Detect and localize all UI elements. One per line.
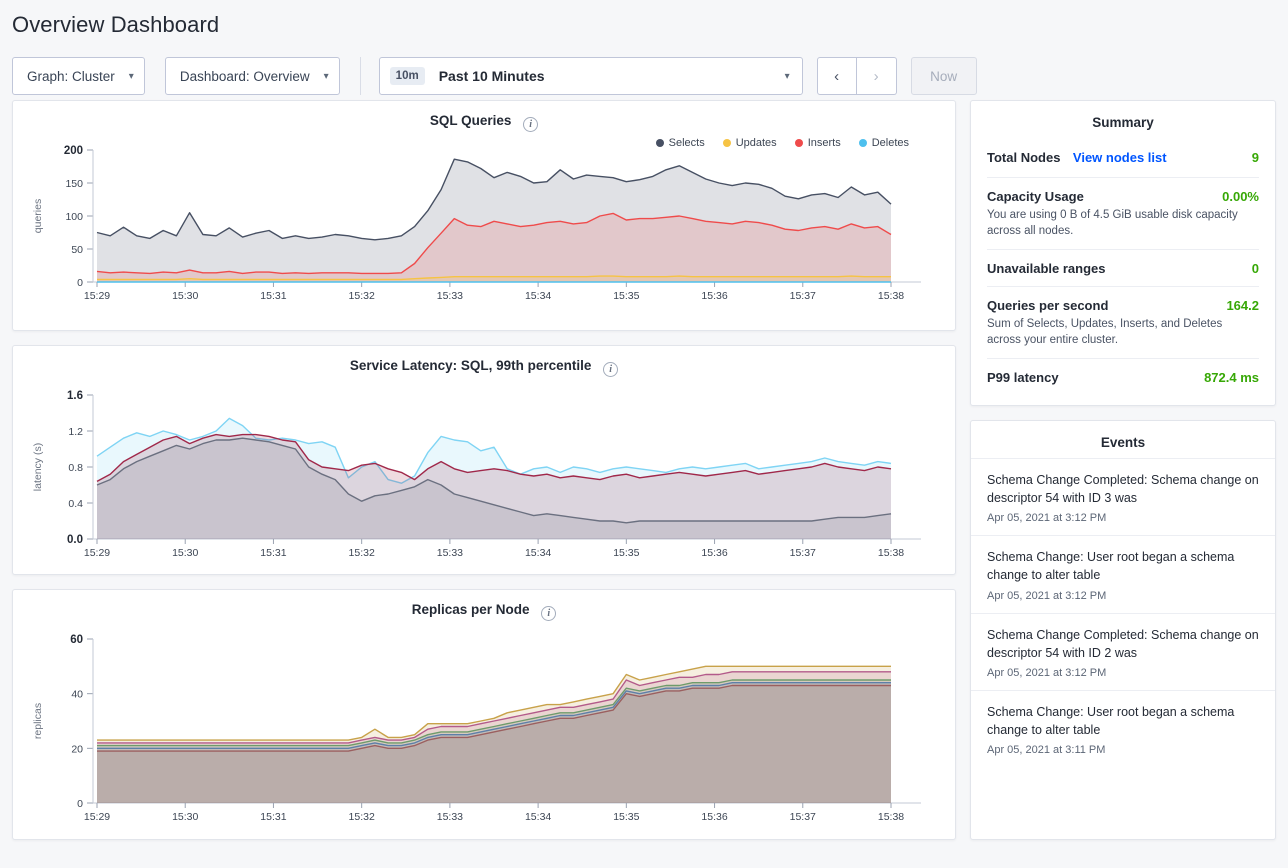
summary-label: Unavailable ranges	[987, 261, 1106, 277]
chart-title	[13, 101, 955, 132]
charts-column	[12, 100, 956, 840]
svg-text:15:36: 15:36	[701, 290, 728, 302]
now-button-label: Now	[930, 68, 958, 84]
time-range-badge: 10m	[390, 67, 425, 85]
toolbar-divider	[360, 57, 361, 95]
svg-text:15:30: 15:30	[172, 546, 199, 559]
summary-row-capacity-usage	[987, 177, 1259, 249]
page-title: Overview Dashboard	[12, 12, 220, 37]
dashboard-select-label: Dashboard: Overview	[179, 68, 310, 84]
summary-value: 9	[1251, 150, 1259, 165]
graph-select-label: Graph: Cluster	[27, 68, 115, 84]
chart-plot-area[interactable]	[13, 132, 955, 312]
svg-text:15:37: 15:37	[789, 290, 816, 302]
summary-description: You are using 0 B of 4.5 GiB usable disk capacity across all nodes.	[987, 209, 1238, 237]
svg-text:100: 100	[65, 211, 83, 223]
list-item[interactable]	[971, 535, 1275, 612]
chevron-down-icon: ▾	[128, 70, 134, 82]
svg-text:0.0: 0.0	[67, 533, 83, 546]
dashboard-content	[0, 100, 1288, 840]
event-text: Schema Change: User root began a schema change to alter table	[987, 704, 1235, 737]
summary-description: Sum of Selects, Updates, Inserts, and Deletes across your entire cluster.	[987, 318, 1223, 346]
svg-text:0.8: 0.8	[68, 461, 83, 474]
svg-text:1.6: 1.6	[67, 389, 83, 402]
svg-text:15:33: 15:33	[436, 546, 464, 559]
summary-label: P99 latency	[987, 370, 1059, 386]
chevron-down-icon: ▾	[323, 70, 329, 82]
event-text: Schema Change Completed: Schema change on descriptor 54 with ID 3 was	[987, 473, 1259, 506]
svg-text:15:38: 15:38	[877, 811, 905, 824]
svg-text:200: 200	[63, 145, 83, 157]
chart-plot-area[interactable]	[13, 621, 955, 833]
svg-text:15:36: 15:36	[701, 811, 728, 824]
svg-text:15:34: 15:34	[524, 290, 552, 302]
svg-text:15:33: 15:33	[436, 290, 464, 302]
legend-label: Deletes	[871, 137, 909, 149]
info-icon[interactable]: i	[523, 117, 538, 132]
svg-text:15:38: 15:38	[877, 546, 905, 559]
chevron-right-icon: ›	[873, 67, 879, 85]
time-range-select[interactable]	[379, 57, 803, 95]
prev-range-button[interactable]	[817, 57, 857, 95]
graph-select[interactable]	[12, 57, 145, 95]
svg-text:15:29: 15:29	[83, 811, 111, 824]
chart-plot-area[interactable]	[13, 377, 955, 569]
list-item[interactable]	[971, 690, 1275, 767]
time-range-label: Past 10 Minutes	[438, 68, 545, 84]
info-icon[interactable]: i	[603, 362, 618, 377]
svg-text:15:35: 15:35	[613, 290, 640, 302]
svg-text:15:36: 15:36	[701, 546, 728, 559]
svg-text:15:34: 15:34	[524, 546, 552, 559]
svg-text:0: 0	[77, 277, 83, 289]
svg-text:15:31: 15:31	[260, 811, 287, 824]
svg-text:15:37: 15:37	[789, 811, 816, 824]
svg-text:15:32: 15:32	[348, 290, 375, 302]
svg-text:15:32: 15:32	[348, 811, 375, 824]
summary-body	[971, 138, 1275, 405]
svg-text:40: 40	[71, 689, 83, 702]
time-nav-group	[817, 57, 897, 95]
summary-row-unavailable-ranges	[987, 249, 1259, 286]
event-timestamp: Apr 05, 2021 at 3:12 PM	[987, 512, 1107, 525]
legend-label: Updates	[735, 137, 777, 149]
svg-text:15:37: 15:37	[789, 546, 816, 559]
summary-label: Queries per second	[987, 298, 1109, 314]
chart-card-replicas-per-node	[12, 589, 956, 840]
now-button[interactable]	[911, 57, 977, 95]
summary-label: Total Nodes	[987, 150, 1061, 165]
svg-text:0: 0	[77, 798, 83, 811]
svg-text:replicas: replicas	[32, 703, 44, 740]
chart-title	[13, 590, 955, 621]
legend-label: Inserts	[807, 137, 841, 149]
svg-text:15:31: 15:31	[260, 546, 287, 559]
chart-card-service-latency	[12, 345, 956, 576]
svg-text:15:38: 15:38	[877, 290, 905, 302]
list-item[interactable]	[971, 458, 1275, 535]
svg-text:1.2: 1.2	[68, 425, 83, 438]
summary-row-p99-latency	[987, 358, 1259, 395]
event-timestamp: Apr 05, 2021 at 3:11 PM	[987, 744, 1106, 757]
event-timestamp: Apr 05, 2021 at 3:12 PM	[987, 589, 1107, 602]
summary-title: Summary	[1092, 115, 1154, 130]
summary-value: 0	[1251, 261, 1259, 277]
events-card	[970, 420, 1276, 840]
chart-title-text: Service Latency: SQL, 99th percentile	[349, 357, 592, 373]
svg-text:queries: queries	[32, 198, 44, 234]
chart-title-text: Replicas per Node	[411, 602, 530, 618]
svg-text:0.4: 0.4	[68, 497, 83, 510]
svg-text:15:30: 15:30	[172, 290, 199, 302]
svg-text:15:30: 15:30	[172, 811, 199, 824]
legend-label: Selects	[668, 137, 705, 149]
chevron-left-icon: ‹	[834, 67, 840, 85]
svg-text:15:34: 15:34	[524, 811, 552, 824]
side-column	[970, 100, 1276, 840]
summary-row-total-nodes	[987, 138, 1259, 177]
svg-text:15:35: 15:35	[613, 546, 640, 559]
svg-text:150: 150	[65, 178, 83, 190]
svg-text:15:29: 15:29	[83, 546, 111, 559]
summary-row-queries-per-second	[987, 286, 1259, 358]
summary-value: 872.4 ms	[1204, 370, 1259, 386]
chart-title-text: SQL Queries	[429, 113, 512, 128]
events-title: Events	[1100, 435, 1146, 451]
event-text: Schema Change Completed: Schema change on descriptor 54 with ID 2 was	[987, 627, 1259, 660]
svg-text:50: 50	[71, 244, 83, 256]
summary-card	[970, 100, 1276, 406]
dashboard-select[interactable]	[165, 57, 340, 95]
svg-text:latency (s): latency (s)	[32, 442, 44, 491]
chart-card-sql-queries	[12, 100, 956, 331]
chevron-down-icon: ▾	[784, 70, 790, 82]
svg-text:15:33: 15:33	[436, 811, 464, 824]
svg-text:15:29: 15:29	[83, 290, 111, 302]
list-item[interactable]	[971, 613, 1275, 690]
summary-label: Capacity Usage	[987, 189, 1084, 204]
svg-text:60: 60	[70, 634, 83, 647]
next-range-button[interactable]	[857, 57, 897, 95]
view-nodes-list-link[interactable]: View nodes list	[1072, 150, 1167, 165]
svg-text:15:31: 15:31	[260, 290, 287, 302]
summary-value: 0.00%	[1222, 189, 1259, 204]
summary-value: 164.2	[1226, 298, 1259, 314]
event-timestamp: Apr 05, 2021 at 3:12 PM	[987, 666, 1107, 679]
info-icon[interactable]: i	[541, 606, 556, 621]
svg-text:20: 20	[71, 743, 83, 756]
svg-text:15:32: 15:32	[348, 546, 375, 559]
event-text: Schema Change: User root began a schema change to alter table	[987, 550, 1235, 583]
toolbar	[0, 38, 1288, 100]
svg-text:15:35: 15:35	[613, 811, 640, 824]
chart-title	[13, 346, 955, 377]
